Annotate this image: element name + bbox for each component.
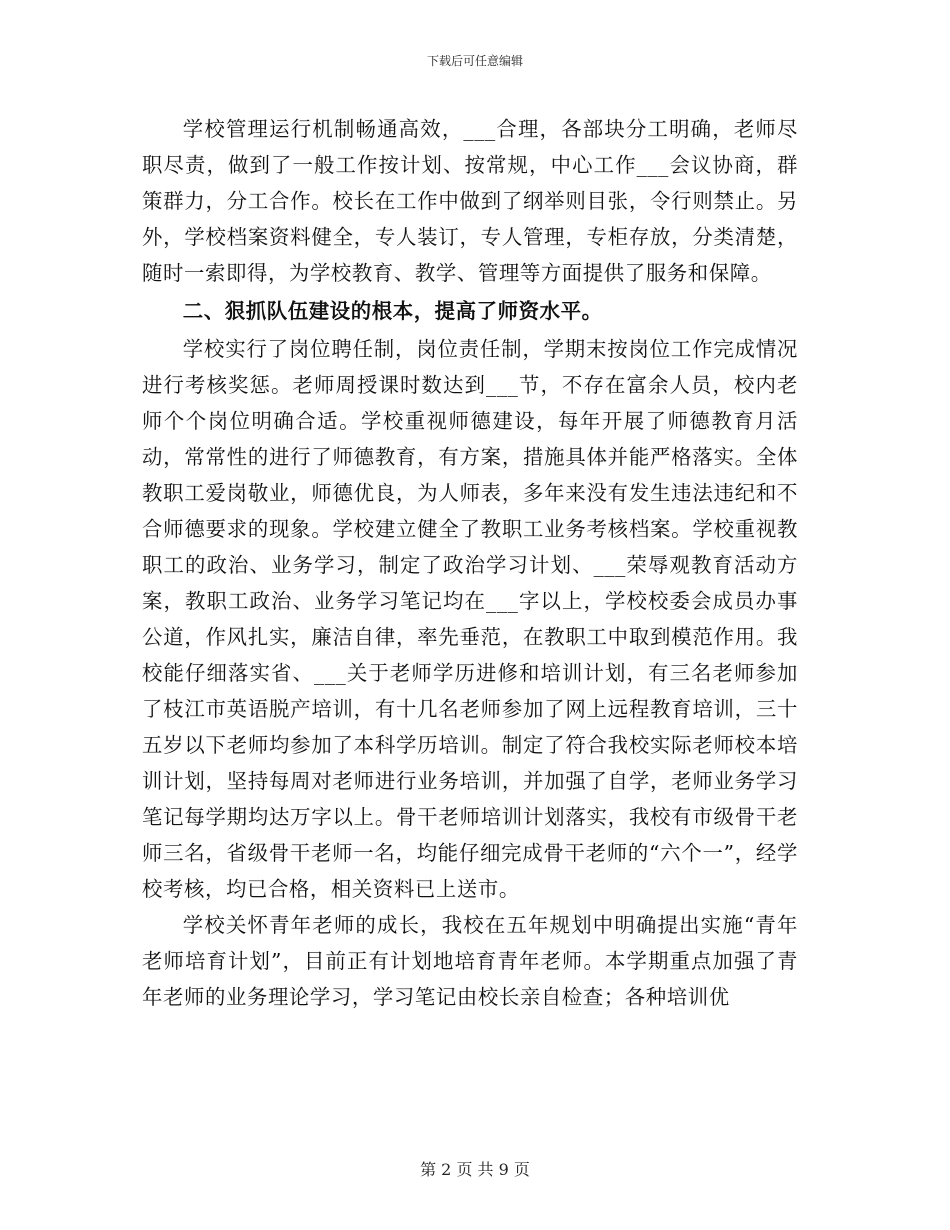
paragraph-young-teachers: 学校关怀青年老师的成长，我校在五年规划中明确提出实施“青年老师培育计划”，目前正有计划地培育青年老师。本学期重点加强了青年老师的业务理论学习，学习笔记由校长亲自检查；各种培训优	[142, 913, 798, 1009]
section-heading-teacher-team: 二、狠抓队伍建设的根本，提高了师资水平。	[182, 299, 603, 323]
page-footer: 第 2 页 共 9 页	[420, 1160, 530, 1179]
document-body	[142, 111, 798, 1015]
paragraph-management: 学校管理运行机制畅通高效，___合理，各部块分工明确，老师尽职尽责，做到了一般工作按计划、按常规，中心工作___会议协商，群策群力，分工合作。校长在工作中做到了纲举则目张，令行则禁止。另外，学校档案资料健全，专人装订，专人管理，专柜存放，分类清楚，随时一索即得，为学校教育、教学、管理等方面提供了服务和保障。	[142, 117, 798, 285]
page-header: 下载后可任意编辑	[426, 54, 523, 68]
paragraph-teacher-team: 学校实行了岗位聘任制，岗位责任制，学期末按岗位工作完成情况进行考核奖惩。老师周授课时数达到___节，不存在富余人员，校内老师个个岗位明确合适。学校重视师德建设，每年开展了师德教育月活动，常常性的进行了师德教育，有方案，措施具体并能严格落实。全体教职工爱岗敬业，师德优良，为人师表，多年来没有发生违法违纪和不合师德要求的现象。学校建立健全了教职工业务考核档案。学校重视教职工的政治、业务学习，制定了政治学习计划、___荣辱观教育活动方案，教职工政治、业务学习笔记均在___字以上，学校校委会成员办事公道，作风扎实，廉洁自律，率先垂范，在教职工中取到模范作用。我校能仔细落实省、___关于老师学历进修和培训计划，有三名老师参加了枝江市英语脱产培训，有十几名老师参加了网上远程教育培训，三十五岁以下老师均参加了本科学历培训。制定了符合我校实际老师校本培训计划，坚持每周对老师进行业务培训，并加强了自学，老师业务学习笔记每学期均达万字以上。骨干老师培训计划落实，我校有市级骨干老师三名，省级骨干老师一名，均能仔细完成骨干老师的“六个一”，经学校考核，均已合格，相关资料已上送市。	[142, 337, 798, 901]
